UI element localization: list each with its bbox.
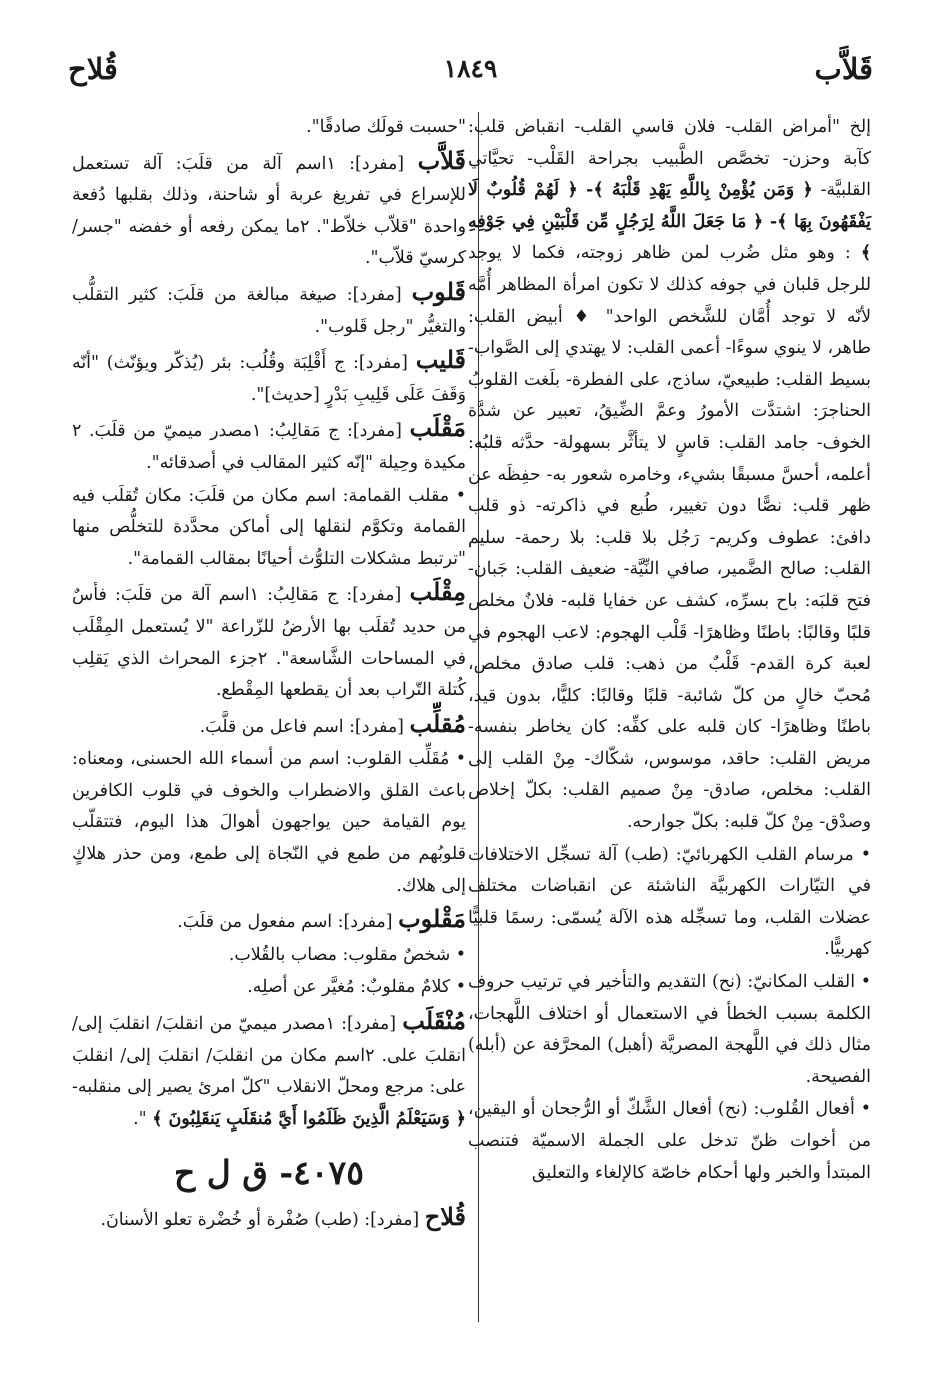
- headword: مَقْلوب: [398, 904, 466, 934]
- dictionary-entry: مَقْلَب [مفرد]: ج مَقالِبُ: ١مصدر ميميّ من قلَبَ. ٢ مكيدة وحِيلة "إنّه كثير المقالب في أصدقائه".: [72, 413, 466, 473]
- dictionary-entry: مَقْلوب [مفرد]: اسم مفعول من قلَبَ.: [177, 904, 466, 934]
- right-column: [468, 112, 871, 1190]
- entry-paragraph: • أفعال القُلوب: (نح) أفعال الشَّكّ أو الرُّجحان أو اليقين، من أخوات ظنّ تدخل على الجملة الاسميّة فتنصب المبتدأ والخبر ولها أحكام خاصّة كالإلغاء والتعليق: [468, 1099, 871, 1183]
- entry-paragraph: • مرسام القلب الكهربائيّ: (طب) آلة تسجِّل الاختلافات في التيّارات الكهربيَّة الناشئة عن انقباضات مختلف عضلات القلب، وما تسجِّله هذه الآلة يُسمّى: رسمًا قلبيًّا كهربيًّا.: [468, 844, 871, 960]
- entry-paragraph: • شخصٌ مقلوب: مصاب بالقُلاب.: [228, 944, 466, 965]
- dictionary-entry: مِقْلَب [مفرد]: ج مَقالِبُ: ١اسم آلة من قلَبَ: فأسٌ من حديد تُقلَب بها الأرضُ للزّراعة "لا يُستعمل المِقْلَب في المساحات الشَّاسعة". ٢جزء المحراث الذي يَقلِب كُتلة التّراب بعد أن يقطعها المِقْطع.: [72, 577, 466, 701]
- dictionary-entry: قُلاح [مفرد]: (طب) صُفْرة أو خُضْرة تعلو الأسنانَ.: [100, 1202, 466, 1232]
- headword: مِقْلَب: [409, 577, 466, 607]
- dictionary-entry: قَلاَّب [مفرد]: ١اسم آلة من قلَبَ: آلة تستعمل للإسراع في تفريغ عربة أو شاحنة، وذلك بقلبها دُفعة واحدة "قلاّب خلاّط". ٢ما يمكن رفعه أو خفضه "جسر/ كرسيّ قلاّب".: [72, 145, 466, 269]
- dictionary-entry: قَلوب [مفرد]: صيغة مبالغة من قلَبَ: كثير التقلُّب والتغيُّر "رجل قَلوب".: [72, 276, 466, 337]
- entry-paragraph: • مقلب القمامة: اسم مكان من قلَبَ: مكان تُقلَب فيه القمامة وتكوَّم لنقلها إلى أماكن محدَّدة للتخلُّص منها "ترتبط مشكلات التلوُّث أحيانًا بمقالب القمامة".: [72, 485, 466, 569]
- entry-paragraph: • كلامٌ مقلوبٌ: مُغيَّر عن أصلِه.: [247, 977, 466, 998]
- quran-verse: ﴿ وَسَيَعْلَمُ الَّذِينَ ظَلَمُوا أَيَّ مُنقَلَبٍ يَنقَلِبُونَ ﴾: [152, 1108, 466, 1129]
- dictionary-entry: مُنْقَلَب [مفرد]: ١مصدر ميميّ من انقلبَ/ انقلبَ إلى/ انقلبَ على. ٢اسم مكان من انقلبَ/ انقلبَ إلى/ انقلبَ على: مرجع ومحلّ الانقلاب "كلّ امرئ يصير إلى منقلبه- ﴿ وَسَيَعْلَمُ الَّذِينَ ظَلَمُوا أَيَّ مُنقَلَبٍ يَنقَلِبُونَ ﴾ ".: [72, 1006, 466, 1129]
- dictionary-entry: قَليب [مفرد]: ج أَقْلِبَة وقُلُب: بئر (يُذكّر ويؤنّث) "أنّه وَقَفَ عَلَى قَلِيبِ بَدْرٍ [حديث]".: [72, 345, 466, 405]
- headword: قَليب: [415, 345, 466, 375]
- quran-verse: ﴿ وَمَن يُؤْمِنْ بِاللَّهِ يَهْدِ قَلْبَهُ ﴾- ﴿ لَهُمْ قُلُوبٌ لَا يَفْقَهُونَ بِهَا ﴾- ﴿ مَا جَعَلَ اللَّهُ لِرَجُلٍ مِّن قَلْبَيْنِ فِي جَوْفِهِ ﴾: [468, 180, 872, 264]
- header-guide-word-left: قُلاح: [68, 52, 118, 86]
- entry-paragraph: "حسبت قولَك صادقًا".: [306, 117, 466, 137]
- dictionary-entry: مُقلِّب [مفرد]: اسم فاعل من قلَّبَ.: [199, 708, 466, 738]
- entry-paragraph: • القلب المكانيّ: (نح) التقديم والتأخير في ترتيب حروف الكلمة بسبب الخطأ في الاستعمال أو اختلاف اللَّهجات، مثال ذلك في اللَّهجة المصريَّة (أهبل) المحرَّفة عن (أبله) الفصيحة.: [468, 972, 871, 1087]
- header-guide-word-right: قَلاَّب: [814, 52, 873, 86]
- page-header: [68, 52, 873, 92]
- headword: قَلاَّب: [417, 145, 466, 175]
- entry-paragraph: • مُقَلِّب القلوب: اسم من أسماء الله الحسنى، ومعناه: باعث القلق والاضطراب والخوف في قلوب الكافرين يوم القيامة حين يواجهون أهوالَ هذا اليوم، فتتقلّب قلوبُهم من طمع في النّجاة إلى طمع، ومن حذر هلاكٍ إلى هلاك.: [72, 749, 466, 896]
- root-section-title: ٤٠٧٥- ق ل ح: [174, 1153, 364, 1193]
- headword: مُنْقَلَب: [402, 1006, 466, 1036]
- headword: مَقْلَب: [409, 413, 466, 443]
- headword: قُلاح: [424, 1202, 466, 1232]
- left-column: [72, 112, 466, 1238]
- entry-paragraph: إلخ "أمراض القلب- فلان قاسي القلب- انقباض قلب: كآبة وحزن- تخصَّص الطَّبيب بجراحة القَلْب- تحيَّاتي القلبيَّة- ﴿ وَمَن يُؤْمِنْ بِاللَّهِ يَهْدِ قَلْبَهُ ﴾- ﴿ لَهُمْ قُلُوبٌ لَا يَفْقَهُونَ بِهَا ﴾- ﴿ مَا جَعَلَ اللَّهُ لِرَجُلٍ مِّن قَلْبَيْنِ فِي جَوْفِهِ ﴾ : وهو مثل ضُرب لمن ظاهر زوجته، فكما لا يوجد للرجل قلبان في جوفه كذلك لا تكون امرأة المظاهر أُمَّه لأنّه لا توجد أُمَّان للشَّخص الواحد" ♦ أبيض القلب: طاهر، لا ينوي سوءًا- أعمى القلب: لا يهتدي إلى الصَّواب- بسيط القلب: طبيعيّ، ساذج، على الفطرة- بلَغت القلوبُ الحناجرَ: اشتدَّت الأمورُ وعمَّ الضِّيقُ، تعبير عن شدَّة الخوف- جامد القلب: قاسٍ لا يتأثَّر بسهولة- حدَّثه قلبُه: أعلمه، أحسَّ مسبقًا بشيء، وخامره شعور به- حفِظَه عن ظهر قلب: نصًّا دون تغيير، طُبع في ذاكرته- ذو قلب دافئ: عطوف وكريم- رَجُل بلا قلب: بلا رحمة- سليم القلب: صالح الضَّمير، صافي النِّيَّة- ضعيف القلب: جَبان- فتح قلبَه: باح بسرِّه، كشف عن خفايا قلبه- فلانٌ مخلص قلبًا وقالبًا: باطنًا وظاهرًا- قَلْب الهجوم: لاعب الهجوم في لعبة كرة القدم- قَلْبٌ من ذهب: قلب صادق مخلص، مُحبّ خالٍ من كلّ شائبة- قلبًا وقالبًا: كليًّا، بدون قيد، باطنًا وظاهرًا- كان قلبه على كفِّه: كان يخاطر بنفسه- مريض القلب: حاقد، موسوس، شكّاك- مِنْ القلب إلى القلب: مخلص، صادق- مِنْ صميم القلب: بكلّ إخلاص وصدْق- مِنْ كلّ قلبه: بكلّ جوارحه.: [468, 117, 872, 833]
- headword: قَلوب: [411, 276, 466, 306]
- page-number: ١٨٤٩: [443, 54, 498, 83]
- headword: مُقلِّب: [409, 708, 466, 738]
